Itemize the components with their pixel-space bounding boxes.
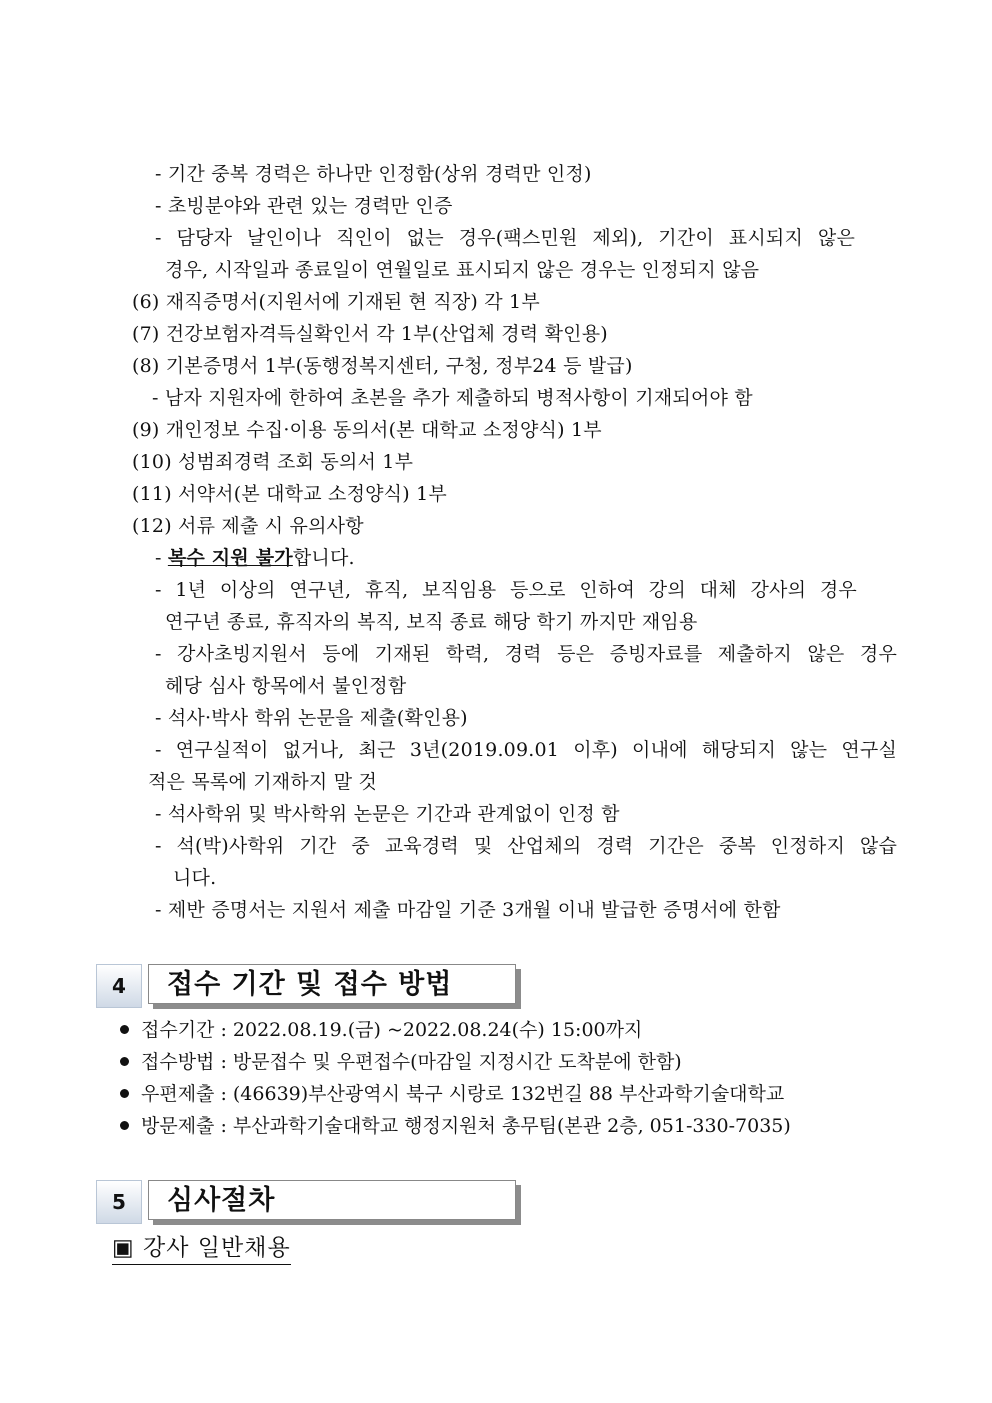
section-number: 4 [96,964,142,1008]
text-line: - 석사학위 및 박사학위 논문은 기간과 관계없이 인정 함 [155,803,620,825]
text-line: - 연구실적이 없거나, 최근 3년(2019.09.01 이후) 이내에 해당되지 않는 연구실 [155,739,897,761]
text-line: - 석사·박사 학위 논문을 제출(확인용) [155,707,468,729]
text-line: (11) 서약서(본 대학교 소정양식) 1부 [132,483,447,505]
text-line: - 강사초빙지원서 등에 기재된 학력, 경력 등은 증빙자료를 제출하지 않은 경우 [155,643,897,665]
section-title: 접수 기간 및 접수 방법 [148,964,516,1004]
section-heading-5 [96,1180,536,1224]
text-line: 연구년 종료, 휴직자의 복직, 보직 종료 해당 학기 까지만 재임용 [165,611,698,633]
text-line: (9) 개인정보 수집·이용 동의서(본 대학교 소정양식) 1부 [132,419,602,441]
text-suffix: 합니다. [292,547,355,569]
list-item [120,1114,791,1138]
text-prefix: - [155,547,168,569]
section-number: 5 [96,1180,142,1224]
section-title: 심사절차 [148,1180,516,1220]
text-line: 경우, 시작일과 종료일이 연월일로 표시되지 않은 경우는 인정되지 않음 [165,259,760,281]
list-item [120,1018,642,1042]
bullet-icon [120,1057,129,1066]
text-line: - 남자 지원자에 한하여 초본을 추가 제출하되 병적사항이 기재되어야 함 [152,387,753,409]
text-line: (8) 기본증명서 1부(동행정복지센터, 구청, 정부24 등 발급) [132,355,633,377]
text-line: - 초빙분야와 관련 있는 경력만 인증 [155,195,453,217]
emphasis-text: 복수 지원 불가 [167,547,293,569]
text-line: (7) 건강보험자격득실확인서 각 1부(산업체 경력 확인용) [132,323,608,345]
section-heading-4 [96,964,536,1008]
list-item-text: 접수기간 : 2022.08.19.(금) ~2022.08.24(수) 15:00까지 [141,1019,643,1041]
text-line: (10) 성범죄경력 조회 동의서 1부 [132,451,414,473]
list-item-text: 접수방법 : 방문접수 및 우편접수(마감일 지정시간 도착분에 한함) [141,1051,682,1073]
bullet-icon [120,1025,129,1034]
text-line [155,546,355,570]
text-line: - 1년 이상의 연구년, 휴직, 보직임용 등으로 인하여 강의 대체 강사의 경우 [155,579,857,601]
list-item-text: 방문제출 : 부산과학기술대학교 행정지원처 총무팀(본관 2층, 051-330-7035) [141,1115,791,1137]
list-item [120,1082,784,1106]
text-line: (12) 서류 제출 시 유의사항 [132,515,364,537]
text-line: - 기간 중복 경력은 하나만 인정함(상위 경력만 인정) [155,163,592,185]
list-item [120,1050,682,1074]
list-item-text: 우편제출 : (46639)부산광역시 북구 시랑로 132번길 88 부산과학기술대학교 [141,1083,785,1105]
text-line: 니다. [173,867,217,889]
text-line: 적은 목록에 기재하지 말 것 [148,771,378,793]
bullet-icon [120,1089,129,1098]
text-line: - 석(박)사학위 기간 중 교육경력 및 산업체의 경력 기간은 중복 인정하지 않습 [155,835,897,857]
text-line: - 담당자 날인이나 직인이 없는 경우(팩스민원 제외), 기간이 표시되지 않은 [155,227,855,249]
text-line: 헤당 심사 항목에서 불인정함 [165,675,407,697]
subheading: ▣ 강사 일반채용 [112,1234,291,1265]
text-line: (6) 재직증명서(지원서에 기재된 현 직장) 각 1부 [132,291,540,313]
bullet-icon [120,1121,129,1130]
text-line: - 제반 증명서는 지원서 제출 마감일 기준 3개월 이내 발급한 증명서에 한함 [155,899,781,921]
